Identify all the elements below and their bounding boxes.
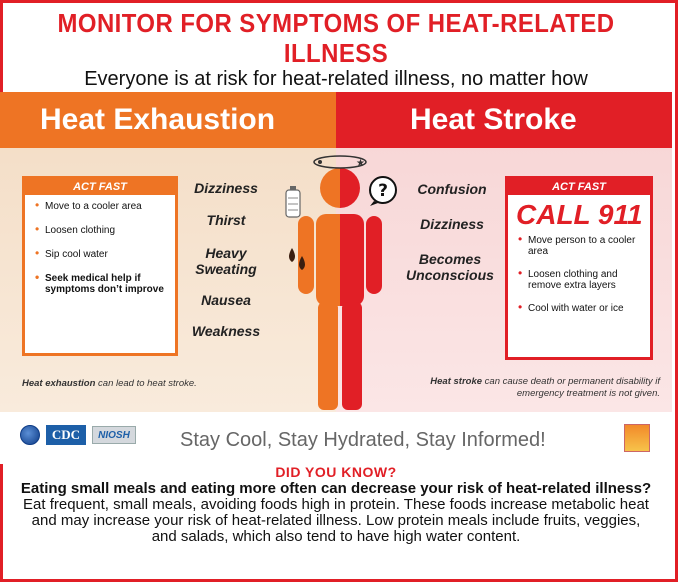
list-item: • Cool with water or ice [518, 300, 624, 314]
question-bubble-icon [366, 175, 400, 207]
bullet-icon: • [518, 266, 523, 280]
heat-exhaustion-heading: Heat Exhaustion [40, 103, 276, 136]
list-item: • Sip cool water [35, 246, 108, 260]
symptom-weakness: Weakness [191, 323, 261, 339]
heat-stroke-heading: Heat Stroke [410, 103, 577, 136]
svg-text:★: ★ [356, 158, 365, 169]
tagline: Stay Cool, Stay Hydrated, Stay Informed! [180, 429, 546, 451]
call-911-label: CALL 911 [516, 199, 643, 230]
list-item: • Move to a cooler area [35, 198, 142, 212]
list-item: • Loosen clothing and remove extra layers [518, 266, 618, 291]
water-bottle-icon [284, 186, 302, 218]
symptom-dizziness: Dizziness [420, 216, 484, 232]
bullet-icon: • [35, 246, 40, 260]
bullet-icon: • [518, 232, 523, 246]
page-subtitle: Everyone is at risk for heat-related illness, no matter how [84, 68, 588, 90]
agency-logos [20, 425, 136, 445]
stroke-note: Heat stroke can cause death or permanent disability if emergency treatment is not given. [430, 376, 660, 399]
header [0, 0, 672, 92]
bullet-icon: • [35, 270, 40, 284]
exhaustion-act-fast-card [22, 176, 178, 356]
page-title: MONITOR FOR SYMPTOMS OF HEAT-RELATED ILLNESS [57, 8, 615, 68]
list-item: • Seek medical help if symptoms don’t improve [35, 270, 164, 295]
symptom-heavy-sweating: Heavy Sweating [195, 245, 257, 277]
symptom-becomes-unconscious: Becomes Unconscious [406, 251, 494, 283]
did-you-know-body: Eat frequent, small meals, avoiding foods high in protein. These foods increase metabolic heat and may increase your risk of heat-related illness. Low protein meals include fruits, veggies, and salads, which also tend to have high water content. [23, 496, 649, 545]
bullet-icon: • [35, 198, 40, 212]
did-you-know-section [0, 464, 672, 545]
stroke-action-list [508, 231, 650, 314]
symptom-nausea: Nausea [201, 292, 251, 308]
niosh-logo: NIOSH [92, 426, 136, 444]
exhaustion-note: Heat exhaustion can lead to heat stroke. [22, 378, 197, 389]
arizona-logo [624, 424, 650, 452]
list-item: • Loosen clothing [35, 222, 116, 236]
bullet-icon: • [35, 222, 40, 236]
did-you-know-lead: Eating small meals and eating more often can decrease your risk of heat-related illness? [20, 480, 652, 497]
list-item: • Move person to a cooler area [518, 232, 636, 257]
exhaustion-action-list [25, 195, 175, 295]
cdc-logo: CDC [46, 425, 86, 445]
symptom-confusion: Confusion [417, 181, 487, 197]
noaa-logo [20, 425, 40, 445]
symptom-dizziness: Dizziness [194, 180, 258, 196]
stroke-act-fast-card [505, 176, 653, 360]
card-title: ACT FAST [508, 179, 650, 195]
symptom-thirst: Thirst [206, 212, 246, 228]
bullet-icon: • [518, 300, 523, 314]
did-you-know-title: DID YOU KNOW? [275, 464, 397, 480]
svg-text:?: ? [378, 181, 388, 201]
card-title: ACT FAST [25, 179, 175, 195]
